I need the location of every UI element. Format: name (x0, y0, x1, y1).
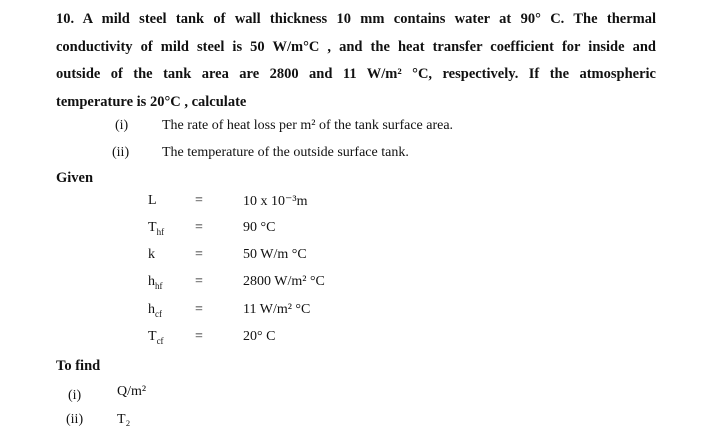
equals-sign: = (195, 274, 203, 289)
part-text: The temperature of the outside surface tank. (162, 145, 409, 160)
part-text: The rate of heat loss per m² of the tank surface area. (162, 118, 454, 133)
equals-sign: = (195, 329, 203, 344)
to-find-heading: To find (56, 358, 101, 374)
problem-line: outside of the tank area are 2800 and 11 W/m² °C, respectively. If the atmospheric (56, 66, 656, 82)
to-find-item: Q/m² (117, 384, 147, 399)
to-find-number: (ii) (66, 412, 84, 427)
given-symbol: $h_{cf}$ (148, 302, 162, 319)
given-value: 11 W/m² °C (243, 302, 311, 317)
given-value: 50 W/m °C (243, 247, 307, 262)
given-symbol: $T_{hf}$ (148, 220, 165, 237)
given-symbol: k (148, 247, 155, 262)
problem-statement (56, 6, 656, 116)
given-symbol: $T_{cf}$ (148, 329, 164, 346)
given-value: 90 °C (243, 220, 276, 235)
to-find-item: T₂ (117, 412, 131, 427)
problem-line: 10. A mild steel tank of wall thickness 10 mm contains water at 90° C. The thermal (56, 11, 656, 27)
given-heading: Given (56, 170, 94, 186)
given-symbol: $h_{hf}$ (148, 274, 163, 291)
equals-sign: = (195, 220, 203, 235)
problem-line: conductivity of mild steel is 50 W/m°C , and the heat transfer coefficient for inside and (56, 38, 656, 55)
given-value: 20° C (243, 329, 276, 344)
equals-sign: = (195, 247, 203, 262)
part-number: (i) (115, 118, 129, 133)
given-value: 10 x 10⁻³m (243, 194, 308, 209)
part-number: (ii) (112, 145, 130, 160)
equals-sign: = (195, 193, 203, 208)
equals-sign: = (195, 302, 203, 317)
given-value: 2800 W/m² °C (243, 274, 325, 289)
given-symbol: L (148, 193, 157, 208)
to-find-number: (i) (68, 388, 82, 403)
problem-line: temperature is 20°C , calculate (56, 93, 247, 110)
